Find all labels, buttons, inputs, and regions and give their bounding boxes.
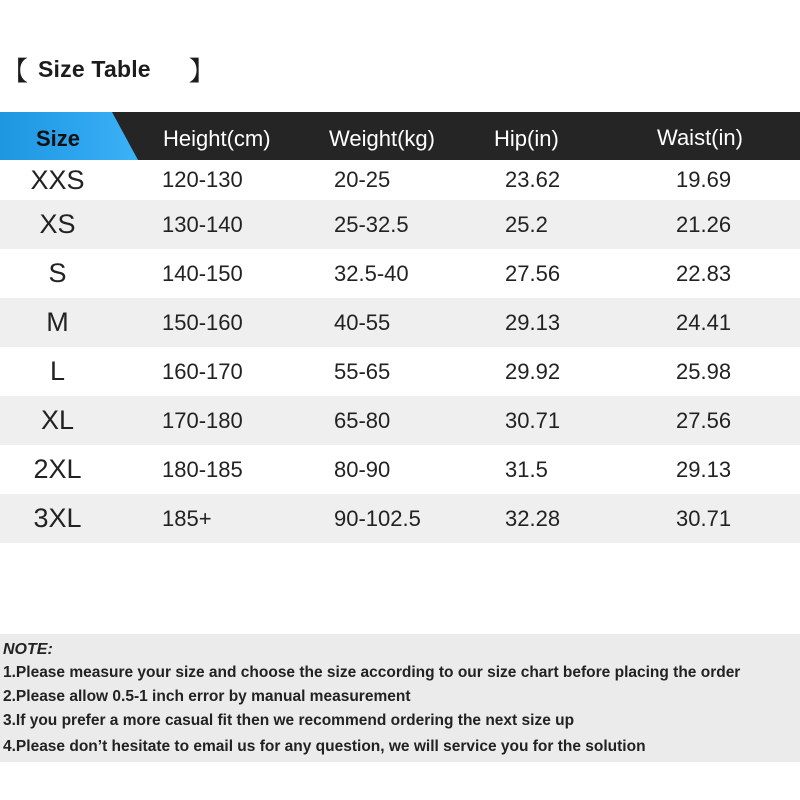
table-row bbox=[0, 396, 800, 445]
note-item: 4.Please don’t hesitate to email us for any question, we will service you for the solution bbox=[3, 738, 646, 755]
table-row bbox=[0, 298, 800, 347]
height-cell: 120-130 bbox=[162, 167, 243, 192]
height-cell: 170-180 bbox=[162, 407, 243, 433]
size-cell: XL bbox=[40, 405, 75, 435]
height-cell: 180-185 bbox=[162, 456, 243, 482]
table-header bbox=[0, 112, 800, 160]
hip-cell: 23.62 bbox=[505, 167, 561, 192]
hip-cell: 27.56 bbox=[505, 260, 561, 286]
size-cell: XXS bbox=[30, 164, 85, 195]
notes-heading: NOTE: bbox=[3, 641, 53, 658]
hip-cell: 25.2 bbox=[505, 211, 548, 237]
title-open-bracket: 【 bbox=[2, 55, 29, 86]
header-size: Size bbox=[36, 126, 81, 151]
hip-cell: 29.13 bbox=[505, 309, 561, 335]
size-cell: L bbox=[49, 356, 66, 386]
weight-cell: 65-80 bbox=[334, 407, 391, 433]
table-row bbox=[0, 200, 800, 249]
table-row bbox=[0, 160, 800, 200]
note-item: 3.If you prefer a more casual fit then we recommend ordering the next size up bbox=[3, 712, 575, 729]
header-hip: Hip(in) bbox=[494, 126, 559, 151]
table-row bbox=[0, 494, 800, 543]
size-cell: XS bbox=[39, 209, 76, 239]
waist-cell: 25.98 bbox=[676, 358, 732, 384]
note-item: 1.Please measure your size and choose the size according to our size chart before placing the order bbox=[3, 664, 741, 681]
weight-cell: 55-65 bbox=[334, 358, 391, 384]
title-text: Size Table bbox=[38, 55, 151, 82]
header-height: Height(cm) bbox=[163, 126, 271, 151]
size-table bbox=[0, 112, 800, 543]
size-cell: S bbox=[48, 258, 67, 288]
table-body bbox=[0, 160, 800, 543]
table-row bbox=[0, 249, 800, 298]
waist-cell: 22.83 bbox=[676, 260, 732, 286]
waist-cell: 27.56 bbox=[676, 407, 732, 433]
weight-cell: 32.5-40 bbox=[334, 260, 409, 286]
title-close-bracket: 】 bbox=[188, 55, 215, 86]
hip-cell: 32.28 bbox=[505, 505, 561, 531]
waist-cell: 19.69 bbox=[676, 167, 732, 192]
height-cell: 150-160 bbox=[162, 309, 243, 335]
table-row bbox=[0, 445, 800, 494]
note-item: 2.Please allow 0.5-1 inch error by manual measurement bbox=[3, 688, 411, 705]
height-cell: 140-150 bbox=[162, 260, 243, 286]
waist-cell: 30.71 bbox=[676, 505, 732, 531]
header-waist: Waist(in) bbox=[657, 125, 743, 150]
header-weight: Weight(kg) bbox=[329, 126, 435, 151]
table-row bbox=[0, 347, 800, 396]
size-cell: 2XL bbox=[33, 454, 82, 484]
weight-cell: 20-25 bbox=[334, 167, 391, 192]
notes-panel bbox=[0, 634, 800, 762]
hip-cell: 30.71 bbox=[505, 407, 561, 433]
waist-cell: 21.26 bbox=[676, 211, 732, 237]
weight-cell: 80-90 bbox=[334, 456, 391, 482]
size-cell: M bbox=[46, 307, 69, 337]
height-cell: 160-170 bbox=[162, 358, 243, 384]
weight-cell: 40-55 bbox=[334, 309, 391, 335]
hip-cell: 31.5 bbox=[505, 456, 548, 482]
waist-cell: 29.13 bbox=[676, 456, 732, 482]
weight-cell: 25-32.5 bbox=[334, 211, 409, 237]
weight-cell: 90-102.5 bbox=[334, 505, 421, 531]
page-title bbox=[0, 52, 215, 86]
height-cell: 130-140 bbox=[162, 211, 243, 237]
height-cell: 185+ bbox=[162, 505, 212, 531]
size-cell: 3XL bbox=[33, 503, 82, 533]
hip-cell: 29.92 bbox=[505, 358, 561, 384]
waist-cell: 24.41 bbox=[676, 309, 732, 335]
